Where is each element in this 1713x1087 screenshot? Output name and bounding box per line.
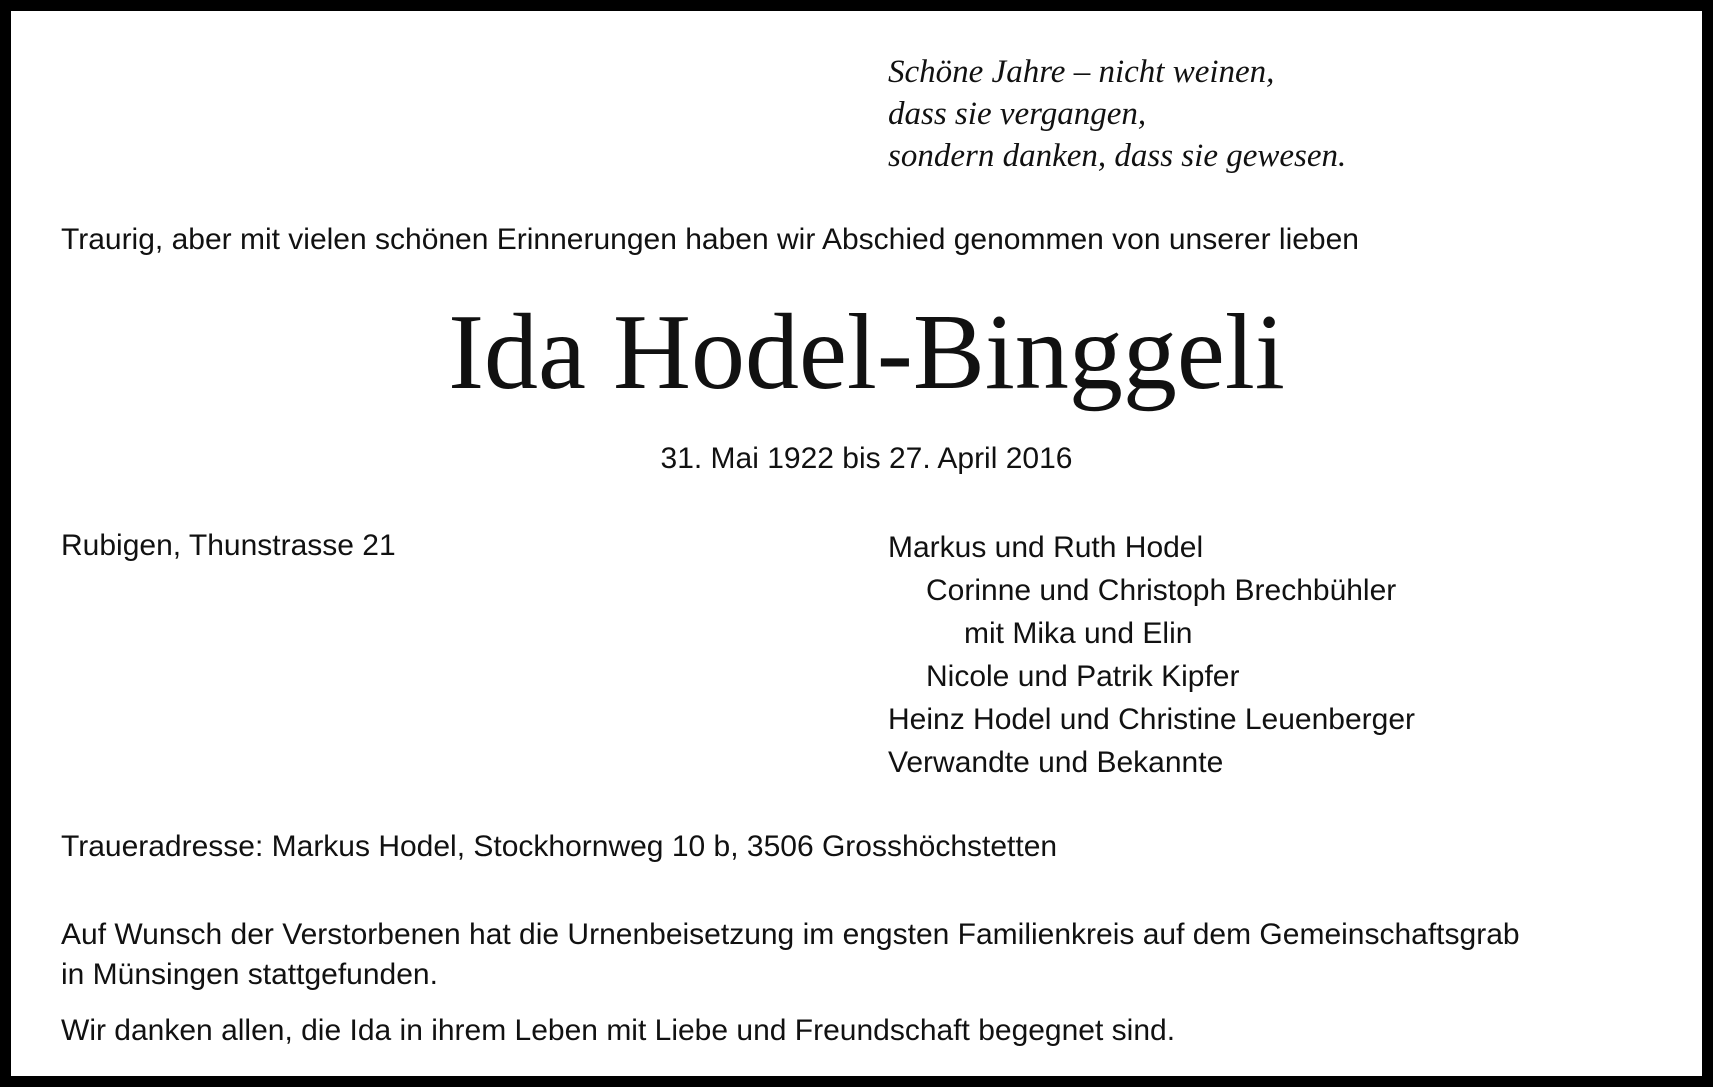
thanks-text: Wir danken allen, die Ida in ihrem Leben mit Liebe und Freundschaft begegnet sind. — [61, 1014, 1176, 1047]
mourner-entry: Markus und Ruth Hodel — [888, 531, 1204, 564]
life-dates: 31. Mai 1922 bis 27. April 2016 — [660, 442, 1073, 475]
mourner-entry: Heinz Hodel und Christine Leuenberger — [888, 703, 1415, 736]
notice-line: in Münsingen stattgefunden. — [61, 958, 438, 991]
residence-address: Rubigen, Thunstrasse 21 — [61, 529, 396, 562]
poem-line: dass sie vergangen, — [888, 96, 1147, 132]
intro-text: Traurig, aber mit vielen schönen Erinnerungen haben wir Abschied genommen von unserer lieben — [61, 223, 1359, 256]
poem-line: sondern danken, dass sie gewesen. — [888, 138, 1347, 174]
notice-line: Auf Wunsch der Verstorbenen hat die Urnenbeisetzung im engsten Familienkreis auf dem Gemeinschaftsgrab — [61, 918, 1520, 951]
mourner-entry: Nicole und Patrik Kipfer — [926, 660, 1240, 693]
deceased-name: Ida Hodel-Binggeli — [448, 293, 1285, 412]
mourner-entry: Corinne und Christoph Brechbühler — [926, 574, 1397, 607]
mourner-entry: mit Mika und Elin — [964, 617, 1193, 650]
poem — [888, 51, 1346, 177]
poem-line: Schöne Jahre – nicht weinen, — [888, 54, 1275, 90]
mourner-entry: Verwandte und Bekannte — [888, 746, 1224, 779]
burial-notice — [61, 915, 1681, 995]
mourning-address: Traueradresse: Markus Hodel, Stockhornweg 10 b, 3506 Grosshöchstetten — [61, 830, 1058, 863]
mourners-list — [888, 526, 1415, 784]
